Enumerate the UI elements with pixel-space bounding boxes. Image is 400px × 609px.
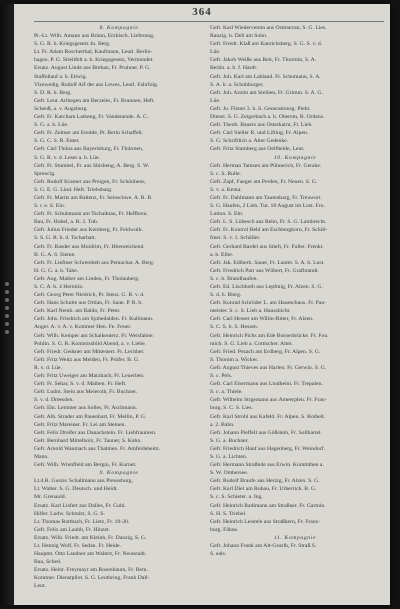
roster-entry: Gefr. Wilhelm Strgemann aus Ameerplen. Fr. Fran- xyxy=(210,397,327,404)
roster-entry: hagen. P. G. Streitfelt a. b. Kriegsgesetz, Vermundet. xyxy=(34,57,154,64)
roster-entry: Mr. Grenauld. xyxy=(34,494,67,501)
roster-entry: Bau, Fr. Hobel, a. R. 2. Tub. xyxy=(34,219,99,226)
roster-entry: Gefr. Wilh. Kemper am Schaikenterz. Fr. Weisfahne. xyxy=(34,332,154,339)
roster-entry: Gefr. L. S. Lübesch aus Rehn, Fr. S. G. Lambrecht. xyxy=(210,219,327,226)
roster-entry: Berlin. a. b. f. Hardt. xyxy=(210,65,258,72)
roster-entry: Lüe. xyxy=(210,49,221,56)
roster-entry: mich. S. G. Lieb a. Cottischer. Alter. xyxy=(210,340,293,347)
roster-entry: Gefr. Theob. Bauers aus Osterkarnt, Fr. Lieb. xyxy=(210,122,313,129)
roster-entry: Gefr. Heinrich Radimann am Straßner. Fr. Garmin. xyxy=(210,502,326,509)
roster-entry: Lt. Thomas Rottbach, Fr. Lietz, Fr. 10-20. xyxy=(34,518,130,525)
roster-entry: Hauptm. Otto Landner am Waltert, Fr. Neusstadt. xyxy=(34,551,147,558)
roster-entry: Gefr. Carl Sieller R. und Lifting, Fr. Alpen. xyxy=(210,130,309,137)
roster-entry: Scheuß, a. v. Augsburg. xyxy=(34,105,88,112)
roster-entry: S. G. R. v. d. Leser a. b. Lüe. xyxy=(34,154,100,161)
roster-entry: Gefr. Fr. Schuhmann am Tschaiktau, Fr. Heffbreu. xyxy=(34,211,148,218)
roster-entry: S. H. S. Triebel. xyxy=(210,510,247,517)
roster-entry: Gefr. Fr. Lieftner Schrembeb aus Pemachar. A. Berg. xyxy=(34,259,155,266)
scan-edge-strip xyxy=(0,4,14,605)
roster-entry: a. b. Eller. xyxy=(210,251,234,258)
roster-entry: burg. Fähne. xyxy=(210,526,239,533)
section-heading: 9. Kompagnie xyxy=(99,470,139,477)
roster-entry: Gefr. Fr. Karcham Latheng, Fr. Vandenende. A. C. xyxy=(34,114,149,121)
roster-entry: Gefr. Leut. Aribegen am Berzeles, Fr. Brunnen, Heft. xyxy=(34,97,155,104)
roster-entry: Lüe. xyxy=(210,97,221,104)
roster-entry: S. W. Ombersee. xyxy=(210,470,249,477)
roster-entry: Kommer. Dienstpilot. S. G. Leuthring, Frank Dall- xyxy=(34,575,150,582)
roster-entry: Sprencig. xyxy=(34,170,56,177)
section-heading: 8. Kompagnie xyxy=(99,25,139,31)
roster-entry: Gefr. Johs. Friedrich am Sjobedalden. Fr. Kullmann. xyxy=(34,316,154,323)
roster-entry: Gefr. Karl Diel am Ruhau, Fr. Urberrick. B. G. xyxy=(210,486,317,493)
roster-entry: Gefr. Heinrich Leistele aus Straßkern, Fr. Franz- xyxy=(210,518,321,525)
roster-entry: Gefr. Jo. Flister 3. b. S. Generationsg. Pieht. xyxy=(210,105,311,112)
roster-entry: Gefr. Fr. Dahlmann am Tautenbarg, Fr. Treuwort. xyxy=(210,194,323,201)
roster-entry: Gefr. Fritz Weitz aus Melden, Fr. Prüfer. B. G. xyxy=(34,356,140,363)
right-column xyxy=(210,24,380,558)
roster-entry: Gefr. Karl Nemb. am Baldo, Fr. Peter. xyxy=(34,308,121,315)
roster-entry: S. c. S. Schieter. a. Ing. xyxy=(210,494,263,501)
roster-entry: Gefr. Friedrich Hanf aus Hagenberg, Fr. Weindorf. xyxy=(210,445,325,452)
roster-entry: R. v. d. Lüe. xyxy=(34,364,62,371)
roster-entry: S. G. a. Lichten. xyxy=(210,453,248,460)
roster-entry: B. G. A. 6. Sieme. xyxy=(34,251,76,258)
roster-entry: Gefr. Carl Thüna aus Bayerisburg, Fr. Thürmen, xyxy=(34,146,144,153)
roster-entry: S. c. a. Thiele. xyxy=(210,389,243,396)
roster-entry: Pr.-Lt. Wilh. Amann aus Brünn, Erzbisch. Lieferung, xyxy=(34,33,155,40)
roster-entry: Gefr. Jakob Weiße aus Reit, Fr. Thormin, S. A. xyxy=(210,57,317,64)
roster-entry: S. d. b. Bierg. xyxy=(210,292,242,299)
roster-entry: Gefr. Friedr. Klaß am Kanrichsberg. S. G. S. v. d. xyxy=(210,41,323,48)
roster-entry: meister. S. c. S. Lieb a. Haussbicht. xyxy=(210,308,291,315)
roster-entry: Gefr. Julius Frieder aus Keinberg, Fr. Feldwulb. xyxy=(34,227,143,234)
roster-entry: Gefr. Bernhard Mittelholz, Fr. Tauner, S. Kahn. xyxy=(34,437,142,444)
roster-entry: S. G. Schriftlich a. Alter Gedenke. xyxy=(210,138,289,145)
roster-entry: Gefr. Fr. Kontrol Behl am Eschbergkorn, Fr. Schill- xyxy=(210,227,328,234)
roster-entry: S. c. S. Rulle. xyxy=(210,170,242,177)
roster-entry: Gefr. Rudolf Kramer aus Preigen, Fr. Schönhens, xyxy=(34,178,146,185)
roster-entry: Gefr. Johann Pieffell aus Gößstein, Fr. Sollhartel. xyxy=(210,429,323,436)
roster-entry: Gefr. Herman Tamsen am Pühnerich, Fr. Gerahe. xyxy=(210,162,322,169)
roster-entry: Staffeltauf a. b. Eitwig. xyxy=(34,73,87,80)
roster-entry: Gefr. Friedr. Gedsner am Mittestert. Fr. Lechher. xyxy=(34,348,145,355)
roster-entry: freer. S. v. 1. Schüller. xyxy=(210,235,261,242)
roster-entry: Gefr. Ehr. Lemmer aus Solles, Fr. Aschmann. xyxy=(34,405,138,412)
roster-entry: Ersatz. Wilh. Friedr. am Kleinh, Fr. Danzig, S. G. xyxy=(34,534,147,541)
roster-entry: Gefr. August Thieves aus Harlen. Fr. Gerwin. S. G. xyxy=(210,364,327,371)
roster-entry: Gefr. Fr. Zeitner am Eredde, Pr. Berin Schaffelt. xyxy=(34,130,144,137)
roster-entry: Gefr. Ludm. Stein aus Meieroth, Fr. Buchner. xyxy=(34,389,138,396)
roster-entry: Gefr. Carl Elsermann aus Lindheim. Fr. Trepalen. xyxy=(210,381,323,388)
section-heading: 11. Kompagnie xyxy=(273,534,317,541)
section-heading: 10. Kompagnie xyxy=(273,154,317,161)
roster-entry: S. C. A. b. 4 Hermlin. xyxy=(34,284,84,290)
roster-entry: Ranzig. b. Dell am Sohn. xyxy=(210,33,268,40)
roster-entry: Gefr. Fritz Stamberg aus Oelfhelde, Leut. xyxy=(210,146,305,153)
roster-entry: burg. S. C. S. Lies. xyxy=(210,405,254,412)
roster-entry: Gefr. Alb. Strader am Pauenbart, Fr. Mellin, P. G. xyxy=(34,413,147,420)
roster-entry: S. c. b. Brandhaufen. xyxy=(210,275,258,282)
roster-entry: Gefr. Fr. Sehar, S. v. d. Maiben. Fr. Heft. xyxy=(34,381,127,388)
roster-entry: Pohlin. S. G. R. Kommissbild Abend, a. v. Liebe. xyxy=(34,340,147,347)
roster-entry: S. D. R. b. Berg. xyxy=(34,89,72,96)
roster-entry: Gefr. Fr. Stumbel, Fr. aus Sbisheng, A. Berg. S. W. xyxy=(34,162,150,169)
roster-entry: Lt. Walter. S. G. Deutsch. und Heidt. xyxy=(34,486,118,493)
roster-entry: Lutton. S. Ehr. xyxy=(210,211,244,218)
header-rule xyxy=(34,21,384,22)
roster-entry: Ersatz. Heinr. Freymayr am Rosenbaum, Fr. Rem. xyxy=(34,567,148,574)
roster-entry: S. C. S. b. S. Hessen. xyxy=(210,324,259,331)
roster-entry: Gefr. Karl Strobl aus Kafeld. Fr. Alpen. S. Rothelt. xyxy=(210,413,326,420)
roster-entry: Gefr. Heinrich Pichs am Ede Bornerbrücke. Fr. Fou. xyxy=(210,332,329,339)
roster-entry: Lt.d.R. Gustav Schallmann aus Preussburg, xyxy=(34,478,133,485)
roster-entry: Hilfer. Ludw. Schmitz, S. G. S. xyxy=(34,510,105,517)
document-page xyxy=(14,4,390,605)
roster-entry: Gefr. Fried. Pezach am Erdberg, Fr. Alpen. S. G. xyxy=(210,348,321,355)
roster-entry: S. G. E. G. Lind. Heft. Triebsbarg. xyxy=(34,186,113,193)
roster-entry: Gefr. Fr. Rasder aus Moidrim, Fr. Hbenreichend. xyxy=(34,243,145,250)
roster-entry: Leut. xyxy=(34,583,46,590)
roster-entry: Gefr. Fr. Marits am Baltenz, Fr. Seinschwe. A. R. B. xyxy=(34,194,153,201)
roster-entry: Gefr. Wilh. Wrenfleld am Bergin, Fr. Kurnet. xyxy=(34,462,137,469)
roster-entry: Gefr. Fritz Mareiner. Fr. Lei am Steinen. xyxy=(34,421,126,428)
roster-entry: Gefr. Fritz Uweiger am Marzbach, Fr. Leuerben. xyxy=(34,373,145,380)
roster-entry: H. G. G. a. b. Tahe. xyxy=(34,267,79,274)
page-number: 364 xyxy=(192,6,212,18)
roster-entry: Ersatz. Karl Lisfert aus Dalles, Fr. Guhl. xyxy=(34,502,126,509)
roster-entry: S. G. a. b. Lüe. xyxy=(34,122,69,129)
roster-entry: Ersatz. August Linde aus Breban, Fr. Pruhner. P. G. xyxy=(34,65,151,72)
roster-entry: Gefr. Arnold Wanmach aus Thalmen. Fr. Amfeldeheim. xyxy=(34,445,161,452)
roster-entry: a. 2. Bahn. xyxy=(210,421,235,428)
roster-entry: Dienst. S. G. Zeigerbach a. b. Oberem, B. Ordens. xyxy=(210,114,325,121)
roster-entry: S. c. Pels. xyxy=(210,373,233,380)
roster-entry: S. G. C. S. R. Enter. xyxy=(34,138,80,145)
roster-entry: S. S. G. R. b. d. Tscharbatt. xyxy=(34,235,96,242)
roster-entry: Mann. xyxy=(34,453,49,460)
roster-entry: Gefr. Zapf, Faeger am Perden, Fr. Neuen. S. G. xyxy=(210,178,318,185)
roster-entry: Gefr. Jak. Ediberh. Sauer, Fr. Lautet. S. A. b. Lust. xyxy=(210,259,325,266)
roster-entry: S. v. d. Dreesden. xyxy=(34,397,74,404)
roster-entry: Gefr. Felix am Laubh, Fr. Hinzet. xyxy=(34,526,110,533)
roster-entry: Gefr. Hermann Straßnde aus Erwin. Kommthen a. xyxy=(210,462,324,469)
roster-entry: Bau, Sched. xyxy=(34,559,62,566)
roster-entry: Gefr. Ed. Lischhoth aus Lepfmig, Fr. Alzen. S. G. xyxy=(210,284,323,290)
roster-entry: S. Thomm a. Wicker. xyxy=(210,356,259,363)
roster-entry: Gefr. Joh. Arnim am Steiben, Fr. Grimm. S. A. G. xyxy=(210,89,323,96)
roster-entry: Anger. A. v. A. v. Kommer Hen. Fe. Feuer. xyxy=(34,324,132,331)
roster-entry: Vizewedig. Rudolf Alf der aus Lewes, Leutl. Fahrfolg. xyxy=(34,81,159,88)
roster-entry: Gefr. Johann Frank am Alt-Gearlb, Fr. Straß.S. xyxy=(210,543,317,549)
roster-entry: Lt. Hennig Wolf, Fr. Sedan. Fr. Heide. xyxy=(34,543,121,549)
roster-entry: Gefr. Karl Wiederverein aus Ostmarran, S. G. Lies. xyxy=(210,25,327,31)
roster-entry: S. v. a. Kenta. xyxy=(210,186,242,193)
binding-holes xyxy=(2,282,12,344)
roster-entry: S. eals. xyxy=(210,551,227,558)
roster-entry: S. A. b. a. Schubburger. xyxy=(210,81,264,88)
roster-entry: Gefr. Joh. Karl am Lahland. Fr. Schumann, S. A. xyxy=(210,73,321,80)
roster-entry: Gefr. Hans Schulte aus Ortlan, Fr. Saue. P. R. b. xyxy=(34,300,143,307)
roster-entry: Gefr. Felix Dreifer aus Danachstein. Fr. Liebfraumen. xyxy=(34,429,157,436)
roster-entry: Gefr. Gerhard Bardel aus Stiefi, Fr. Fuller. Frenkt. xyxy=(210,243,324,250)
roster-entry: Gefr. Georg Peter Niedrich, Pr. Stenz. G. R. v. d. xyxy=(34,292,145,299)
roster-entry: S. G. a. Buchner. xyxy=(210,437,249,444)
roster-entry: Gefr. Konrad Schröder L. am Haueschaus. Fr. Pau- xyxy=(210,300,327,307)
roster-entry: S. r. e. S. Ein. xyxy=(34,203,66,210)
roster-entry: Lt. Fr. Adam Roscherthal, Kaufmann, Leutl. Berlin- xyxy=(34,49,153,56)
roster-entry: Gefr. Aug. Mather am Linden, Fr. Tholauberg. xyxy=(34,275,140,282)
roster-entry: S. G. Haufen, 2 Lieb, Tut. 18 August im Lust. Fro. xyxy=(210,203,325,210)
roster-entry: Gefr. Carl Hesser am Willin-Ritter, Fr. Alzen. xyxy=(210,316,314,323)
left-column xyxy=(34,24,204,591)
roster-entry: Gefr. Rudolf Braufe aus Herzig, Fr. Alzen. S. G. xyxy=(210,478,320,485)
roster-entry: S. G. R. b. Kriegsgesetz Jn. Berg. xyxy=(34,41,111,48)
roster-entry: Gefr. Friedrich Parr aus Wöbert, Fr. Grafbrandt. xyxy=(210,267,319,274)
